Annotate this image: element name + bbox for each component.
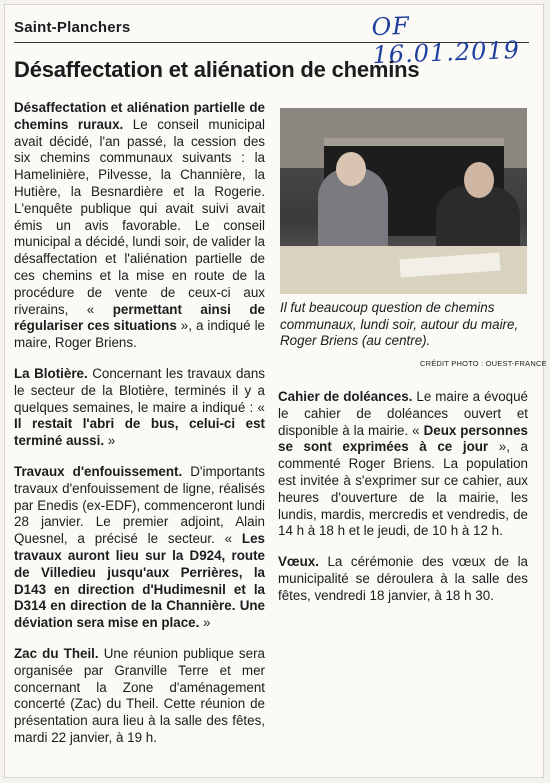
paragraph-voeux <box>278 554 528 604</box>
paragraph-text: », a commenté Roger Briens. La population est invitée à s'exprimer sur ce cahier, aux heures d'ouverture de la mairie, les lundis, mardis, mercredis et vendredis, de 14 h à 18 h et le jeudi, de 10 h à 12 h. <box>278 439 528 539</box>
paragraph-text: », a indiqué le maire, Roger Briens. <box>14 318 265 351</box>
photo-credit: CRÉDIT PHOTO : OUEST-FRANCE <box>420 359 547 368</box>
paragraph-lead: La Blotière. <box>14 365 88 381</box>
paragraph-lead: Zac du Theil. <box>14 645 99 661</box>
article-photo <box>280 108 527 294</box>
paragraph-doleances <box>278 389 528 540</box>
paragraph-lead: Désaffectation et aliénation partielle de chemins ruraux. <box>14 100 265 132</box>
column-left <box>14 100 265 761</box>
paragraph-quote: permettant ainsi de régulariser ces situations <box>14 301 265 334</box>
paragraph-blotiere <box>14 366 265 450</box>
paragraph-lead: Cahier de doléances. <box>278 389 413 404</box>
paragraph-quote: Les travaux auront lieu sur la D924, route de Villedieu jusqu'aux Perrières, la D143 en direction d'Hudimesnil et la D314 en direction de la Channière. Une déviation sera mise en place. <box>14 531 265 631</box>
photo-caption: Il fut beaucoup question de chemins communaux, lundi soir, autour du maire, Roger Briens (au centre). <box>280 300 519 349</box>
paragraph-quote: Il restait l'abri de bus, celui-ci est terminé aussi. <box>14 416 265 449</box>
paragraph-lead: Vœux. <box>278 554 319 570</box>
article-headline: Désaffectation et aliénation de chemins <box>14 57 420 82</box>
paragraph-text: D'importants travaux d'enfouissement de ligne, réalisés par Enedis (ex-EDF), commenceront lundi 28 janvier. Le premier adjoint, Alain Quesnel, a précisé le secteur. « <box>14 463 265 547</box>
paragraph-text: Concernant les travaux dans le secteur de la Blotière, terminés il y a quelques semaines, le maire a indiqué : « <box>14 365 265 415</box>
paragraph-text: Une réunion publique sera organisée par Granville Terre et mer concernant la Zone d'aménagement concerté (Zac) du Theil. Cette réunion de présentation aura lieu à la salle des fêtes, mardi 22 janvier, à 19 h. <box>14 645 265 745</box>
paragraph-text: Le conseil municipal avait décidé, l'an passé, la cession des six chemins communaux suivants : la Hamelinière, Pilvesse, la Channière, la Hutière, la Besnardière et la Rogerie. L'enquête publique qui avait suivi avait émis un avis favorable. Le conseil municipal a décidé, lundi soir, de valider la désaffectation et l'aliénation partielle de ces chemins et la mise en route de la procédure de vente de ceux-ci aux riverains, « <box>14 116 265 317</box>
paragraph-text: Le maire a évoqué le cahier de doléances ouvert et disponible à la mairie. « <box>278 389 529 438</box>
paragraph-text: La cérémonie des vœux de la municipalité se déroulera à la salle des fêtes, vendredi 18 janvier, à 18 h 30. <box>278 554 528 603</box>
paragraph-text: » <box>104 433 116 449</box>
paragraph-enfouissement <box>14 464 265 632</box>
paragraph-quote: Deux personnes se sont exprimées à ce jour <box>278 422 528 455</box>
paragraph-text: » <box>199 615 211 631</box>
paragraph-lead: Travaux d'enfouissement. <box>14 463 183 479</box>
paragraph-zac-start <box>14 646 265 747</box>
handwritten-date-annotation: OF 16.01.2019 <box>371 11 521 70</box>
column-right <box>278 389 528 619</box>
section-rubric: Saint-Planchers <box>14 19 131 36</box>
paragraph-chemins-ruraux <box>14 100 265 352</box>
